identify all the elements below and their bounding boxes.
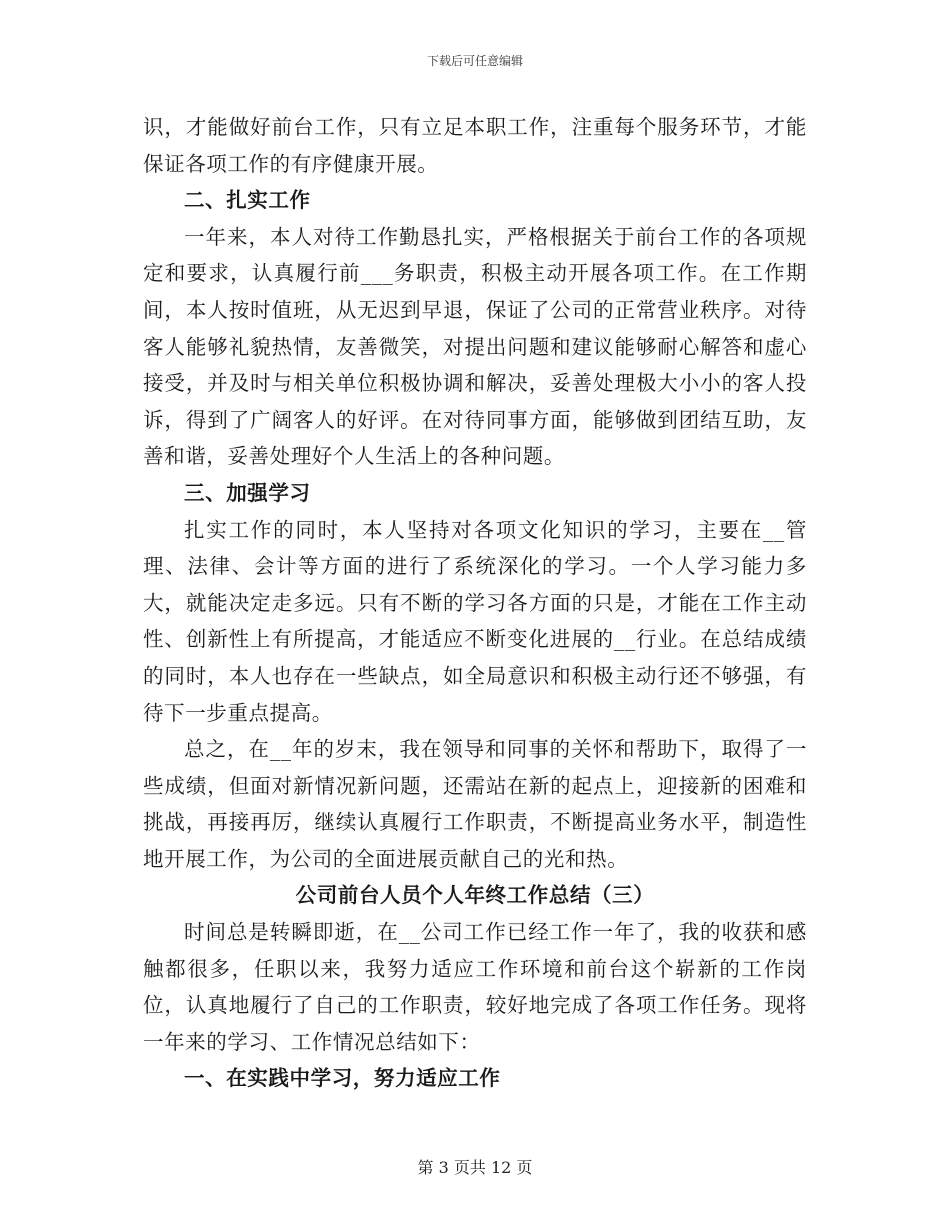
paragraph-continuation: 识，才能做好前台工作，只有立足本职工作，注重每个服务环节，才能保证各项工作的有序健康开展。 <box>143 115 807 176</box>
document-title-3: 公司前台人员个人年终工作总结（三） <box>295 883 655 908</box>
paragraph-work: 一年来，本人对待工作勤恳扎实，严格根据关于前台工作的各项规定和要求，认真履行前___务职责，积极主动开展各项工作。在工作期间，本人按时值班，从无迟到早退，保证了公司的正常营业秩序。对待客人能够礼貌热情，友善微笑，对提出问题和建议能够耐心解答和虚心接受，并及时与相关单位积极协调和解决，妥善处理极大小小的客人投诉，得到了广阔客人的好评。在对待同事方面，能够做到团结互助，友善和谐，妥善处理好个人生活上的各种问题。 <box>143 224 807 469</box>
document-body <box>143 109 807 1097</box>
section-heading-3: 三、加强学习 <box>184 480 311 505</box>
page-header: 下载后可任意编辑 <box>426 54 523 68</box>
section-heading-1: 一、在实践中学习，努力适应工作 <box>184 1066 501 1091</box>
paragraph-summary: 总之，在__年的岁末，我在领导和同事的关怀和帮助下，取得了一些成绩，但面对新情况新问题，还需站在新的起点上，迎接新的困难和挑战，再接再厉，继续认真履行工作职责，不断提高业务水平，制造性地开展工作，为公司的全面进展贡献自己的光和热。 <box>143 737 807 871</box>
paragraph-study: 扎实工作的同时，本人坚持对各项文化知识的学习，主要在__管理、法律、会计等方面的进行了系统深化的学习。一个人学习能力多大，就能决定走多远。只有不断的学习各方面的只是，才能在工作主动性、创新性上有所提高，才能适应不断变化进展的__行业。在总结成绩的同时，本人也存在一些缺点，如全局意识和积极主动行还不够强，有待下一步重点提高。 <box>143 517 807 725</box>
section-heading-2: 二、扎实工作 <box>184 188 311 213</box>
page-footer: 第 3 页共 12 页 <box>417 1158 533 1177</box>
paragraph-intro: 时间总是转瞬即逝，在__公司工作已经工作一年了，我的收获和感触都很多，任职以来，我努力适应工作环境和前台这个崭新的工作岗位，认真地履行了自己的工作职责，较好地完成了各项工作任务。现将一年来的学习、工作情况总结如下： <box>143 920 807 1054</box>
